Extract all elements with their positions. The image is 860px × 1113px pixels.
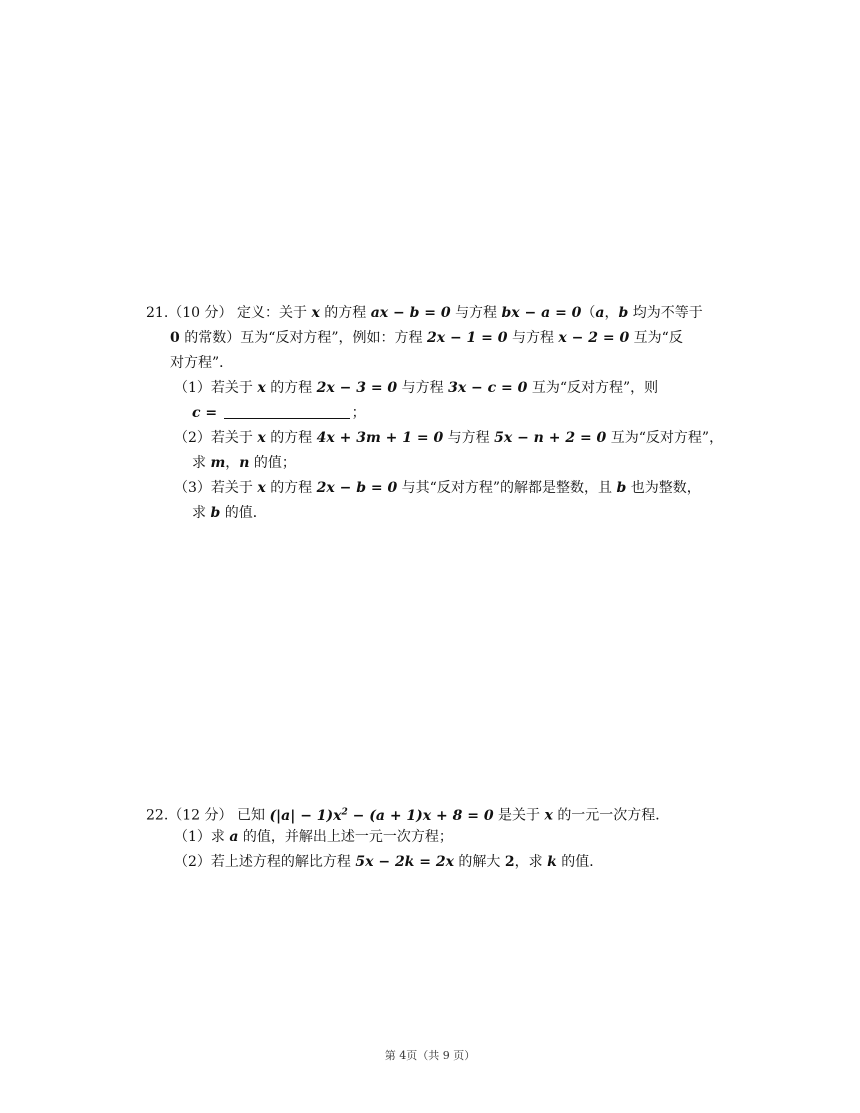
math-equation: 5x − n + 2 = 0 <box>494 430 607 446</box>
q21-text: （3）若关于 <box>174 480 253 496</box>
q21-text: 与方程 <box>455 305 498 321</box>
math-equation-part: − (a + 1)x + 8 = 0 <box>347 807 494 824</box>
q22-number: 22.（12 分） <box>146 807 233 824</box>
q21-text: 与其“反对方程”的解都是整数，且 <box>401 480 612 496</box>
math-equation: 4x + 3m + 1 = 0 <box>316 430 444 446</box>
math-equation: 5x − 2k = 2x <box>355 854 454 870</box>
math-equation: 3x − c = 0 <box>448 380 528 396</box>
math-equation <box>269 808 493 824</box>
math-var: b <box>210 505 221 521</box>
q21-text: 求 <box>192 455 206 471</box>
q21-text: ， <box>225 455 240 471</box>
math-equation: bx − a = 0 <box>501 305 582 321</box>
q22-part-2 <box>174 851 603 873</box>
q21-part-2 <box>174 427 723 449</box>
math-equation: x − 2 = 0 <box>558 330 630 346</box>
math-var: a <box>595 305 605 321</box>
q21-text: 的值． <box>224 505 267 521</box>
q21-text: 与方程 <box>447 430 490 446</box>
q21-part-2-line-2 <box>192 452 296 474</box>
q21-text: 求 <box>192 505 206 521</box>
q22-text: 的解大 <box>458 854 501 870</box>
q21-text: ， <box>604 305 619 321</box>
q21-line-3 <box>170 352 233 374</box>
q21-text: 均为不等于 <box>632 305 703 321</box>
q21-number: 21.（10 分） <box>146 305 233 321</box>
math-var: a <box>229 829 239 845</box>
math-equation-part: (|a| − 1)x <box>269 807 342 824</box>
math-equation: ax − b = 0 <box>370 305 451 321</box>
q22-text: 已知 <box>236 807 265 824</box>
math-var: x <box>311 305 320 321</box>
math-var: k <box>547 854 557 870</box>
math-var: n <box>239 455 250 471</box>
math-var: x <box>257 480 266 496</box>
q22-line-1 <box>146 801 669 827</box>
page-footer: 第 4页（共 9 页） <box>384 1049 476 1062</box>
math-var: x <box>257 430 266 446</box>
q22-text: 的值，并解出上述一元一次方程； <box>242 829 453 845</box>
math-number: 2 <box>504 854 515 870</box>
math-var: m <box>210 455 226 471</box>
q21-text: 的方程 <box>270 380 313 396</box>
q21-text: 的值； <box>253 455 296 471</box>
q22-text: （2）若上述方程的解比方程 <box>174 854 351 870</box>
q21-line-1 <box>146 302 703 324</box>
q21-text: （2）若关于 <box>174 430 253 446</box>
math-equation: 2x − 3 = 0 <box>316 380 398 396</box>
q21-text: 的方程 <box>270 430 313 446</box>
math-equation: 2x − b = 0 <box>316 480 398 496</box>
q21-part-1 <box>174 377 658 399</box>
q22-text: ，求 <box>514 854 543 870</box>
q21-text: 的常数）互为“反对方程”，例如：方程 <box>184 330 423 346</box>
math-var: x <box>544 807 553 824</box>
q21-text: 定义：关于 <box>236 305 307 321</box>
math-number: 0 <box>170 330 180 346</box>
q22-part-1 <box>174 826 453 848</box>
q21-text: 的方程 <box>324 305 367 321</box>
q22-text: 的一元一次方程． <box>557 807 670 824</box>
q21-text: 与方程 <box>511 330 554 346</box>
q21-text: 互为“反对方程”， <box>610 430 724 446</box>
q22-text: 是关于 <box>498 807 541 824</box>
q22-text: （1）求 <box>174 829 225 845</box>
math-var: b <box>616 480 627 496</box>
q21-text: 的方程 <box>270 480 313 496</box>
q21-text: ； <box>351 405 366 421</box>
q21-line-2 <box>170 327 683 349</box>
q21-text: 与方程 <box>401 380 444 396</box>
q21-part-3-line-2 <box>192 502 267 524</box>
q21-text: （ <box>581 305 596 321</box>
q21-text: 互为“反对方程”，则 <box>531 380 659 396</box>
q21-part-3 <box>174 477 701 499</box>
math-var: x <box>257 380 266 396</box>
math-exponent: 2 <box>341 807 348 817</box>
q21-text: （1）若关于 <box>174 380 253 396</box>
math-var: b <box>618 305 629 321</box>
q21-part-1-answer <box>192 402 366 424</box>
q21-text: 对方程”． <box>170 355 234 371</box>
q21-text: 也为整数， <box>630 480 701 496</box>
answer-blank[interactable] <box>224 404 350 419</box>
q22-text: 的值． <box>561 854 604 870</box>
math-equation: 2x − 1 = 0 <box>426 330 508 346</box>
q21-text: 互为“反 <box>633 330 683 346</box>
math-var: c = <box>192 405 218 421</box>
